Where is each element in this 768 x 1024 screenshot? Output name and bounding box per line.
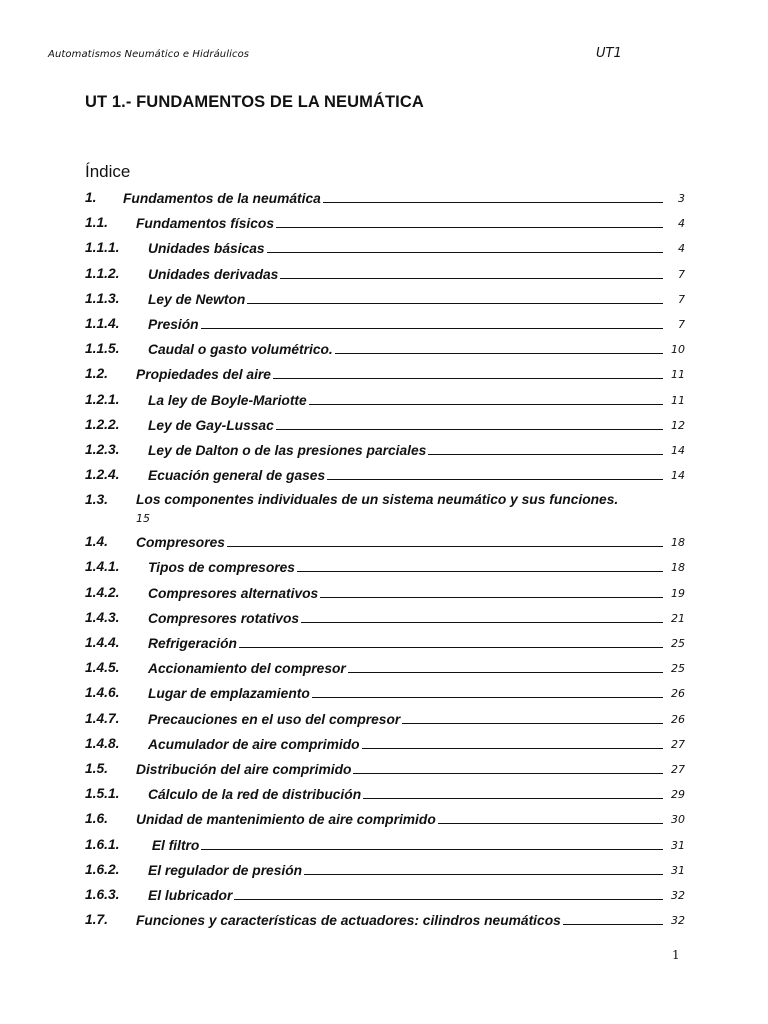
toc-entry-page: 10: [671, 343, 685, 357]
toc-entry-title: Unidad de mantenimiento de aire comprimido: [136, 812, 436, 828]
toc-leader-line: [563, 912, 663, 925]
toc-entry-line: [148, 736, 665, 752]
toc-entry-number: 1.6.3.: [85, 886, 120, 902]
toc-entry-line: [136, 492, 685, 507]
toc-entry-number: 1.5.1.: [85, 786, 120, 802]
toc-leader-line: [276, 215, 663, 228]
toc-entry-title: Unidades derivadas: [148, 266, 279, 282]
toc-entry-title: Cálculo de la red de distribución: [148, 787, 362, 803]
toc-entry[interactable]: [85, 581, 685, 606]
toc-entry-page: 12: [671, 418, 685, 432]
toc-entry-number: 1.: [85, 190, 97, 205]
toc-entry-line: [136, 366, 665, 382]
toc-entry-page: 32: [671, 888, 685, 902]
toc-entry-title: Presión: [148, 316, 199, 332]
toc-entry-page: 21: [671, 611, 685, 625]
toc-entry-page: 26: [671, 712, 685, 726]
toc-leader-line: [239, 635, 663, 648]
toc-entry-title: Compresores: [136, 535, 225, 551]
toc-entry-line: [148, 685, 665, 701]
toc-entry[interactable]: [85, 883, 685, 908]
toc-entry-title: Ley de Newton: [148, 291, 246, 307]
toc-entry-number: 1.2.: [85, 366, 109, 382]
toc-entry-line: [148, 291, 665, 307]
toc-entry[interactable]: [85, 807, 685, 832]
toc-entry[interactable]: [85, 236, 685, 261]
toc-entry-number: 1.4.8.: [85, 735, 120, 751]
toc-entry-line: [148, 610, 665, 626]
toc-entry[interactable]: [85, 262, 685, 287]
toc-entry[interactable]: [85, 782, 685, 807]
toc-entry-title: Precauciones en el uso del compresor: [148, 711, 401, 727]
toc-leader-line: [276, 417, 663, 430]
toc-entry[interactable]: [85, 186, 685, 211]
toc-entry-line: [148, 392, 665, 408]
toc-heading: Índice: [85, 162, 131, 181]
toc-entry[interactable]: [85, 732, 685, 757]
toc-entry-number: 1.2.3.: [85, 441, 120, 457]
toc-entry-number: 1.4.3.: [85, 609, 120, 625]
toc-leader-line: [312, 685, 663, 698]
toc-entry[interactable]: [85, 287, 685, 312]
toc-leader-line: [438, 811, 663, 824]
toc-entry-page: 4: [678, 242, 685, 256]
toc-entry-line: [148, 559, 665, 575]
toc-leader-line: [201, 316, 663, 329]
toc-entry[interactable]: [85, 362, 685, 387]
toc-entry-line: [148, 442, 665, 458]
toc-entry-page: 7: [678, 317, 685, 331]
toc-entry-number: 1.2.2.: [85, 416, 120, 432]
toc-entry[interactable]: [85, 858, 685, 883]
toc-entry-number: 1.4.1.: [85, 559, 120, 575]
toc-entry-line: [136, 912, 665, 928]
toc-entry-line: [148, 862, 665, 878]
toc-entry[interactable]: [85, 488, 685, 530]
toc-leader-line: [301, 610, 663, 623]
toc-entry-page: 30: [671, 813, 685, 827]
toc-entry-page: 29: [671, 788, 685, 802]
toc-entry[interactable]: [85, 413, 685, 438]
toc-leader-line: [327, 467, 663, 480]
toc-leader-line: [402, 711, 663, 724]
toc-leader-line: [297, 559, 663, 572]
toc-entry-number: 1.1.4.: [85, 315, 120, 331]
toc-leader-line: [201, 837, 663, 850]
toc-entry-line: [148, 660, 665, 676]
toc-leader-line: [353, 761, 663, 774]
toc-entry-page: 18: [671, 561, 685, 575]
toc-entry[interactable]: [85, 463, 685, 488]
toc-entry-page: 7: [678, 267, 685, 281]
toc-leader-line: [348, 660, 663, 673]
toc-entry-line: [148, 417, 665, 433]
toc-leader-line: [323, 190, 663, 203]
toc-entry-page: 18: [671, 536, 685, 550]
document-title: UT 1.- FUNDAMENTOS DE LA NEUMÁTICA: [85, 93, 424, 111]
toc-entry-line: [148, 711, 665, 727]
toc-entry-page: 25: [671, 662, 685, 676]
toc-entry-title: Ecuación general de gases: [148, 468, 326, 484]
toc-entry-title: El regulador de presión: [148, 862, 303, 878]
toc-entry-title: Funciones y características de actuadores: cilindros neumáticos: [136, 913, 561, 929]
toc-entry-line: [148, 887, 665, 903]
toc-entry-line: [148, 316, 665, 332]
toc-entry-line: [148, 341, 665, 357]
toc-entry-title: Caudal o gasto volumétrico.: [148, 342, 333, 358]
toc-entry-page: 14: [671, 443, 685, 457]
toc-entry[interactable]: [85, 438, 685, 463]
toc-leader-line: [267, 240, 663, 253]
toc-entry-number: 1.1.5.: [85, 341, 120, 357]
toc-entry-number: 1.1.1.: [85, 240, 120, 256]
toc-entry-number: 1.4.5.: [85, 660, 120, 676]
toc-leader-line: [227, 534, 663, 547]
toc-leader-line: [309, 392, 663, 405]
toc-entry-number: 1.6.1.: [85, 836, 120, 852]
toc-entry-title: Ley de Dalton o de las presiones parciales: [148, 442, 427, 458]
toc-entry-line: [136, 215, 665, 231]
toc-entry-line: [148, 266, 665, 282]
toc-entry-number: 1.4.: [85, 534, 109, 550]
toc-entry-number: 1.1.3.: [85, 290, 120, 306]
toc-entry[interactable]: [85, 337, 685, 362]
toc-entry[interactable]: [85, 681, 685, 706]
toc-entry-title: Unidades básicas: [148, 241, 265, 257]
toc-entry-page: 31: [671, 863, 685, 877]
toc-entry-page: 14: [671, 469, 685, 483]
toc-entry[interactable]: [85, 530, 685, 555]
toc-entry-title: Los componentes individuales de un sistema neumático y sus funciones.: [136, 492, 619, 508]
toc-entry-page: 25: [671, 637, 685, 650]
toc-leader-line: [234, 887, 663, 900]
toc-leader-line: [335, 341, 663, 354]
toc-entry-number: 1.5.: [85, 760, 109, 776]
header-course-title: Automatismos Neumático e Hidráulicos: [48, 49, 250, 60]
toc-entry-title: Refrigeración: [148, 636, 237, 651]
toc-entry-page: 3: [678, 192, 685, 205]
toc-entry-page: 15: [136, 512, 150, 526]
toc-entry[interactable]: [85, 757, 685, 782]
toc-entry-title: Propiedades del aire: [136, 367, 271, 383]
table-of-contents: [85, 186, 685, 933]
toc-entry-page: 27: [671, 762, 685, 776]
toc-entry-line: [148, 837, 665, 853]
toc-entry[interactable]: [85, 555, 685, 580]
toc-entry-title: Lugar de emplazamiento: [148, 686, 310, 702]
toc-leader-line: [428, 442, 663, 455]
toc-entry-line: [136, 534, 665, 550]
header-unit-code: UT1: [596, 46, 622, 61]
toc-entry-line: [148, 240, 665, 256]
toc-entry-page: 11: [671, 393, 685, 407]
toc-entry-page: 32: [671, 914, 685, 928]
toc-entry-page: 4: [678, 217, 685, 231]
toc-entry-title: Distribución del aire comprimido: [136, 761, 352, 777]
toc-entry[interactable]: [85, 631, 685, 656]
toc-entry-title: Compresores rotativos: [148, 610, 300, 626]
toc-entry[interactable]: [85, 312, 685, 337]
toc-entry[interactable]: [85, 606, 685, 631]
toc-entry[interactable]: [85, 388, 685, 413]
toc-entry-page: 7: [678, 292, 685, 306]
toc-entry-title: El filtro: [148, 837, 200, 853]
toc-entry-title: Compresores alternativos: [148, 585, 319, 601]
toc-entry-title: Accionamiento del compresor: [148, 661, 346, 677]
toc-leader-line: [280, 266, 663, 279]
toc-entry-title: El lubricador: [148, 887, 233, 903]
toc-leader-line: [320, 585, 663, 598]
toc-leader-line: [304, 862, 663, 875]
toc-entry-page: 11: [671, 368, 685, 382]
toc-entry-number: 1.3.: [85, 492, 109, 508]
toc-entry-page: 19: [671, 586, 685, 600]
toc-entry[interactable]: [85, 211, 685, 236]
toc-entry-line: [148, 786, 665, 802]
toc-entry-number: 1.4.7.: [85, 710, 120, 726]
toc-entry-number: 1.2.1.: [85, 391, 120, 407]
toc-entry-number: 1.6.: [85, 811, 109, 827]
toc-entry-page: 27: [671, 737, 685, 751]
toc-entry-title: Fundamentos de la neumática: [123, 191, 321, 206]
toc-entry-number: 1.4.6.: [85, 685, 120, 701]
toc-leader-line: [363, 786, 663, 799]
toc-entry-page: 31: [671, 838, 685, 852]
toc-entry-line: [148, 635, 665, 651]
toc-entry-number: 1.7.: [85, 912, 109, 928]
toc-entry-number: 1.4.4.: [85, 635, 120, 650]
toc-entry[interactable]: [85, 908, 685, 933]
toc-entry-number: 1.1.2.: [85, 265, 120, 281]
toc-entry[interactable]: [85, 833, 685, 858]
toc-entry-title: Fundamentos físicos: [136, 216, 274, 232]
running-header: [48, 46, 648, 66]
toc-entry-line: [148, 585, 665, 601]
toc-entry-line: [123, 190, 665, 206]
toc-entry-number: 1.2.4.: [85, 467, 120, 483]
toc-leader-line: [362, 736, 663, 749]
page-number: 1: [672, 948, 680, 962]
toc-entry-title: Tipos de compresores: [148, 560, 295, 576]
toc-entry-number: 1.6.2.: [85, 861, 120, 877]
toc-entry-line: [148, 467, 665, 483]
toc-leader-line: [247, 291, 663, 304]
toc-entry[interactable]: [85, 656, 685, 681]
toc-leader-line: [273, 366, 663, 379]
toc-entry-title: La ley de Boyle-Mariotte: [148, 392, 307, 408]
toc-entry[interactable]: [85, 707, 685, 732]
toc-entry-line: [136, 761, 665, 777]
toc-entry-page: 26: [671, 687, 685, 701]
toc-entry-line: [136, 811, 665, 827]
toc-entry-title: Acumulador de aire comprimido: [148, 736, 360, 752]
toc-entry-title: Ley de Gay-Lussac: [148, 417, 274, 433]
toc-entry-number: 1.1.: [85, 215, 109, 231]
toc-entry-number: 1.4.2.: [85, 584, 120, 600]
